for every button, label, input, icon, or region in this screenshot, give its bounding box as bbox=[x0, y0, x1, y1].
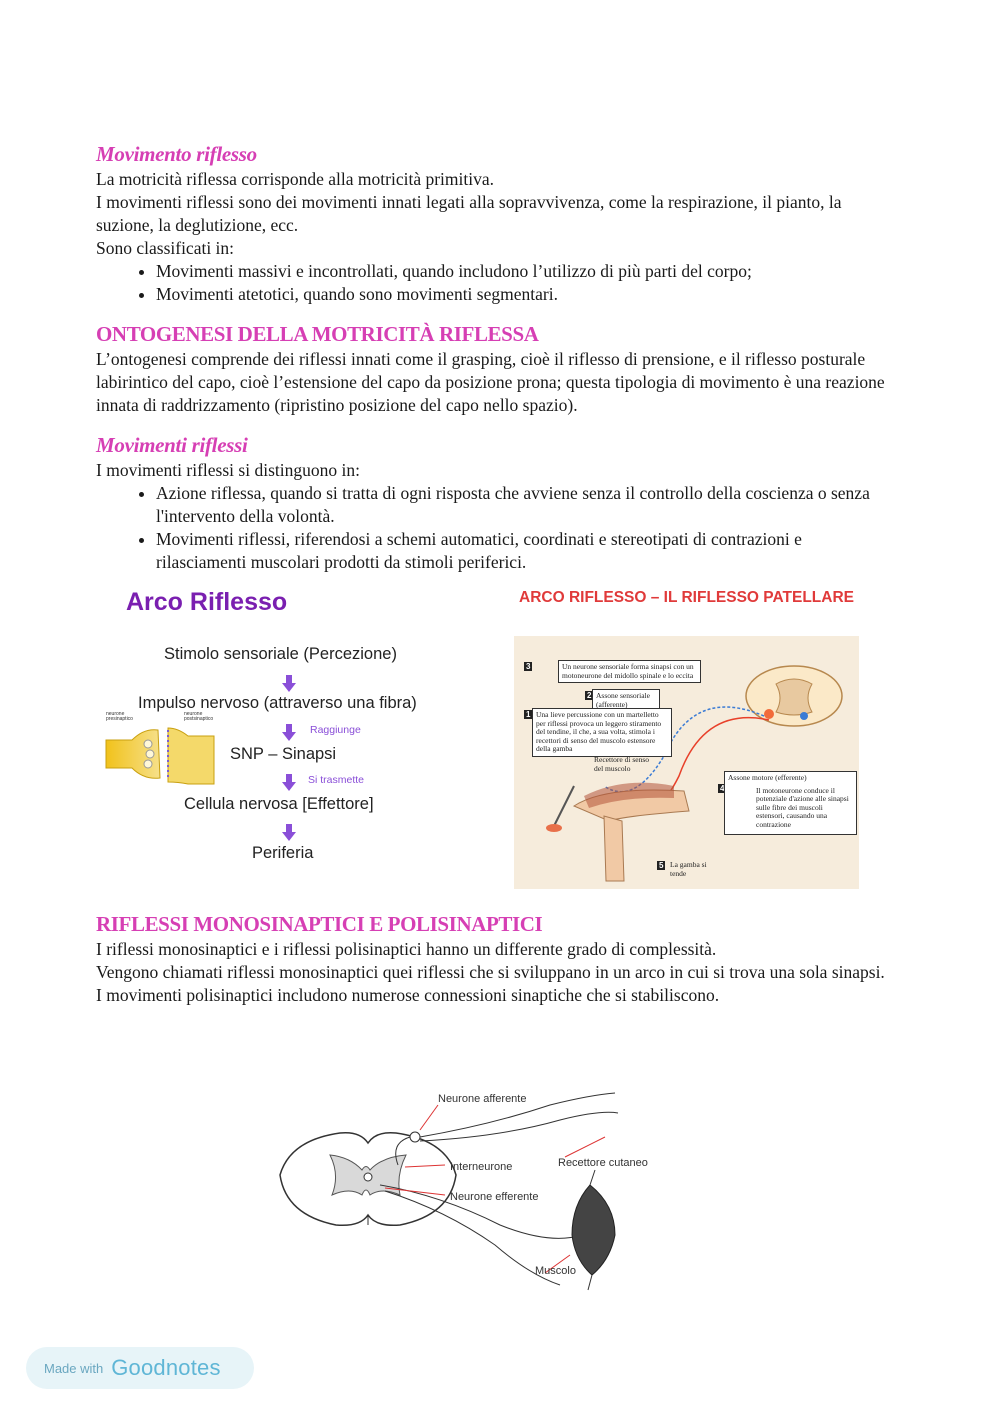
paragraph: La motricità riflessa corrisponde alla motricità primitiva. bbox=[96, 169, 494, 189]
arco-riflesso-figure bbox=[104, 588, 484, 888]
synapse-label: neurone postsinaptico bbox=[184, 711, 214, 722]
flow-step: Stimolo sensoriale (Percezione) bbox=[164, 645, 397, 663]
section-title-movimento-riflesso: Movimento riflesso bbox=[96, 142, 257, 166]
callout-box: Un neurone sensoriale forma sinapsi con un motoneurone del midollo spinale e lo eccita bbox=[558, 660, 701, 683]
callout-title: Assone motore (efferente) bbox=[728, 773, 807, 782]
callout-box: Assone sensoriale (afferente) bbox=[592, 689, 660, 712]
down-arrow-icon bbox=[282, 683, 296, 692]
paragraph: Vengono chiamati riflessi monosinaptici quei riflessi che si sviluppano in un arco in cui si trova una sola sinapsi. bbox=[96, 962, 885, 982]
callout-box: Una lieve percussione con un martelletto per riflessi provoca un leggero stiramento del tendine, il che, a sua volta, stimola i recettori di senso del muscolo estensore della gamba bbox=[532, 708, 672, 757]
paragraph: L’ontogenesi comprende dei riflessi innati come il grasping, cioè il riflesso di prensione, e il riflesso posturale labirintico del capo, cioè l’estensione del capo da posizione prona; questa tipologia di movimento è una reazione innata di raddrizzamento (ripristino posizione del capo nello spazio). bbox=[96, 349, 885, 415]
list-item: • Movimenti riflessi, riferendosi a schemi automatici, coordinati e stereotipati di contrazioni e rilasciamenti muscolari prodotti da stimoli periferici. bbox=[156, 528, 896, 574]
paragraph: I movimenti riflessi sono dei movimenti innati legati alla sopravvivenza, come la respirazione, il pianto, la suzione, la deglutizione, ecc. bbox=[96, 192, 842, 235]
diagram-label: Muscolo bbox=[535, 1265, 576, 1277]
made-with-goodnotes-badge[interactable] bbox=[26, 1347, 254, 1389]
flow-step: Impulso nervoso (attraverso una fibra) bbox=[138, 694, 417, 712]
section-title-riflessi-mono-poli: RIFLESSI MONOSINAPTICI E POLISINAPTICI bbox=[96, 912, 543, 936]
step-number: 5 bbox=[659, 861, 664, 870]
bullet-list bbox=[96, 482, 896, 574]
step-number: 3 bbox=[526, 662, 531, 671]
synapse-label: neurone presinaptico bbox=[106, 711, 133, 722]
down-arrow-icon bbox=[282, 832, 296, 841]
recettore-label: Recettore di senso del muscolo bbox=[594, 755, 649, 773]
down-arrow-icon bbox=[282, 732, 296, 741]
figures-row bbox=[96, 588, 896, 908]
callout-text: Il motoneurone conduce il potenziale d'azione alle sinapsi sulle fibre dei muscoli estensori, causando una contrazione bbox=[756, 785, 849, 829]
step-number: 1 bbox=[526, 710, 531, 719]
figure-title: ARCO RIFLESSO – IL RIFLESSO PATELLARE bbox=[519, 589, 854, 606]
figure-title: Arco Riflesso bbox=[126, 588, 288, 616]
diagram-label: Interneurone bbox=[450, 1161, 513, 1173]
goodnotes-logo: Goodnotes bbox=[111, 1355, 221, 1380]
step-number: 2 bbox=[587, 691, 592, 700]
list-item: • Azione riflessa, quando si tratta di ogni risposta che avviene senza il controllo della coscienza o senza l'intervento della volontà. bbox=[156, 482, 896, 528]
riflesso-patellare-figure bbox=[514, 588, 859, 898]
badge-made-with: Made with bbox=[44, 1360, 104, 1376]
flow-note: Si trasmette bbox=[308, 774, 365, 786]
paragraph: I movimenti polisinaptici includono numerose connessioni sinaptiche che si stabiliscono. bbox=[96, 985, 720, 1005]
list-item: • Movimenti atetotici, quando sono movimenti segmentari. bbox=[156, 283, 896, 306]
step-number: 4 bbox=[720, 784, 725, 793]
diagram-label: Neurone efferente bbox=[450, 1191, 539, 1203]
flow-step: Periferia bbox=[252, 844, 314, 862]
callout-label: La gamba si tende bbox=[670, 860, 707, 878]
diagram-label: Recettore cutaneo bbox=[558, 1157, 648, 1169]
paragraph: I riflessi monosinaptici e i riflessi polisinaptici hanno un differente grado di complessità. bbox=[96, 939, 717, 959]
flow-step: Cellula nervosa [Effettore] bbox=[184, 795, 374, 813]
paragraph: I movimenti riflessi si distinguono in: bbox=[96, 460, 360, 480]
polysynaptic-reflex-figure bbox=[270, 1085, 670, 1295]
paragraph: Sono classificati in: bbox=[96, 238, 235, 258]
diagram-label: Neurone afferente bbox=[438, 1093, 527, 1105]
down-arrow-icon bbox=[282, 782, 296, 791]
bullet-list bbox=[96, 260, 896, 306]
flow-note: Raggiunge bbox=[310, 724, 361, 736]
patellar-reflex-illustration bbox=[514, 636, 859, 889]
list-item: • Movimenti massivi e incontrollati, quando includono l’utilizzo di più parti del corpo; bbox=[156, 260, 896, 283]
section-title-movimenti-riflessi: Movimenti riflessi bbox=[96, 433, 248, 457]
section-title-ontogenesi: ONTOGENESI DELLA MOTRICITÀ RIFLESSA bbox=[96, 322, 539, 346]
callout-box-motor bbox=[724, 771, 857, 835]
flow-step: SNP – Sinapsi bbox=[230, 745, 337, 763]
note-page bbox=[96, 140, 896, 1007]
spinal-cord-drawing bbox=[270, 1085, 670, 1295]
synapse-illustration bbox=[104, 718, 216, 790]
